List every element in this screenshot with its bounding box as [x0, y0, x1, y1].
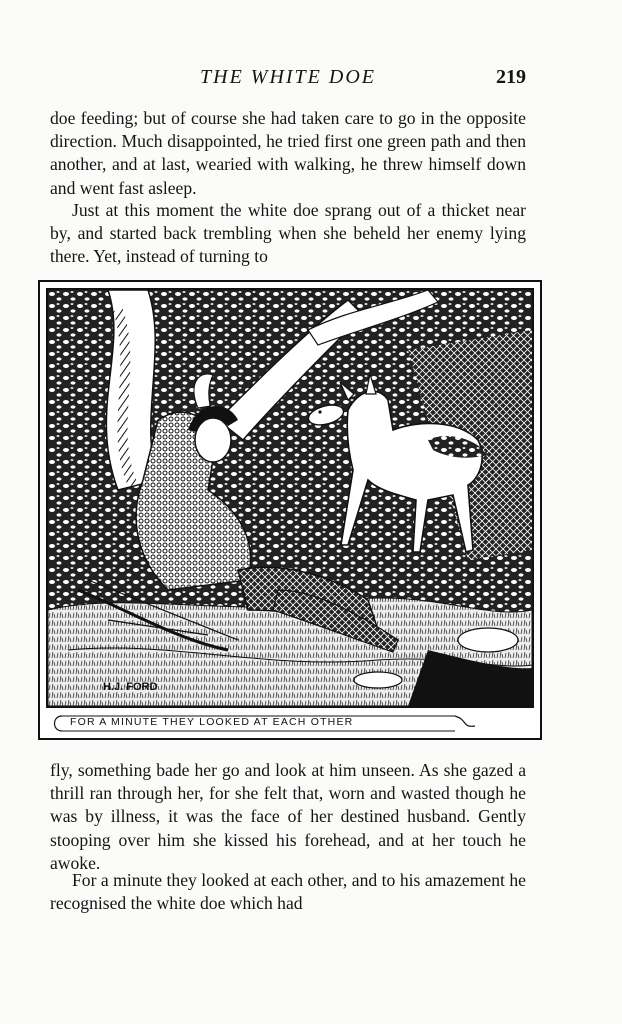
paragraph-2: Just at this moment the white doe sprang out of a thicket near by, and started back trembling when she beheld her enemy lying there. Yet, instead of turning to: [50, 200, 526, 267]
running-title: THE WHITE DOE: [200, 66, 376, 88]
running-header: [50, 66, 526, 96]
paragraph-1: doe feeding; but of course she had taken care to go in the opposite direction. Much disappointed, he tried first one green path and then another, and at last, wearied with walking, he threw himself down and went fast asleep.: [50, 108, 526, 198]
paragraph-4: For a minute they looked at each other, and to his amazement he recognised the white doe which had: [50, 870, 526, 914]
caption-banner: [50, 714, 480, 734]
illustration-image: [46, 288, 534, 708]
page-number: 219: [496, 66, 526, 88]
paragraph-3: fly, something bade her go and look at him unseen. As she gazed a thrill ran through her, for she felt that, worn and wasted though he was by illness, it was the face of her destined husband. Gently stooping over him she kissed his forehead, and at her touch he awoke.: [50, 760, 526, 873]
artist-signature: H.J. FORD: [103, 681, 158, 693]
illustration-caption: FOR A MINUTE THEY LOOKED AT EACH OTHER: [70, 716, 354, 728]
illustration-plate: [38, 280, 542, 740]
